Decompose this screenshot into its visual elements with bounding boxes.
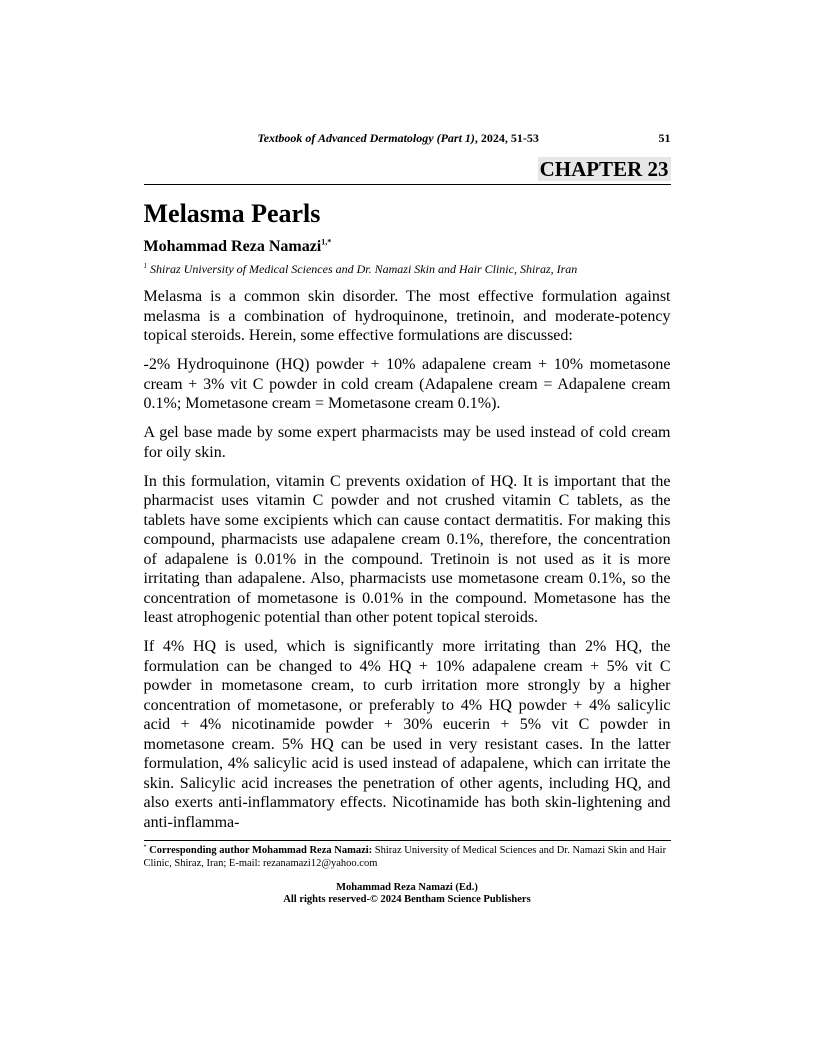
- rights-line: All rights reserved-© 2024 Bentham Science Publishers: [283, 894, 531, 905]
- affiliation: [144, 262, 671, 277]
- page: [144, 0, 671, 926]
- footnote-sup: *: [143, 844, 147, 851]
- footnote-divider: [144, 840, 671, 841]
- footnote: [144, 844, 671, 870]
- chapter-label: CHAPTER 23: [539, 157, 669, 181]
- chapter-row: [144, 157, 671, 184]
- publisher-info: [144, 882, 671, 926]
- paragraph: In this formulation, vitamin C prevents oxidation of HQ. It is important that the pharmacist uses vitamin C powder and not crushed vitamin C tablets, as the tablets have some excipients which can cause contact dermatitis. For making this compound, pharmacists use adapalene cream 0.1%, therefore, the concentration of adapalene is 0.01% in the compound. Tretinoin is not used as it is more irritating than adapalene. Also, pharmacists use mometasone cream 0.1%, so the concentration of mometasone is 0.01% in the compound. Mometasone has the least atrophogenic potential than other potent topical steroids.: [143, 472, 671, 626]
- footnote-label: Corresponding author Mohammad Reza Namazi:: [146, 845, 373, 856]
- year-pages: , 2024, 51-53: [474, 131, 539, 145]
- book-citation: [258, 131, 539, 146]
- author: [144, 237, 671, 256]
- author-name: Mohammad Reza Namazi: [143, 238, 322, 255]
- running-header: [144, 131, 671, 146]
- body-text: [144, 287, 671, 832]
- header-divider: [144, 184, 671, 185]
- affiliation-sup: 1: [143, 262, 147, 270]
- book-title: Textbook of Advanced Dermatology: [257, 131, 434, 145]
- author-sup: 1,*: [321, 237, 332, 247]
- paragraph: A gel base made by some expert pharmacists may be used instead of cold cream for oily skin.: [143, 424, 671, 461]
- paragraph: Melasma is a common skin disorder. The most effective formulation against melasma is a combination of hydroquinone, tretinoin, and moderate-potency topical steroids. Herein, some effective formulations are discussed:: [143, 288, 671, 344]
- paragraph: -2% Hydroquinone (HQ) powder + 10% adapalene cream + 10% mometasone cream + 3% vit C powder in cold cream (Adapalene cream = Adapalene cream 0.1%; Mometasone cream = Mometasone cream 0.1%).: [143, 356, 671, 412]
- paragraph: If 4% HQ is used, which is significantly more irritating than 2% HQ, the formulation can be changed to 4% HQ + 10% adapalene cream + 5% vit C powder in mometasone cream, to curb irritation more strongly by a higher concentration of mometasone, or preferably to 4% HQ powder + 4% salicylic acid + 4% nicotinamide powder + 30% eucerin + 5% vit C powder in mometasone cream. 5% HQ can be used in very resistant cases. In the latter formulation, 4% salicylic acid is used instead of adapalene, which can irritate the skin. Salicylic acid increases the penetration of other agents, including HQ, and also exerts anti-inflammatory effects. Nicotinamide has both skin-lightening and anti-inflamma-: [143, 638, 671, 831]
- footnote-text: Shiraz University of Medical Sciences and Dr. Namazi Skin and Hair Clinic, Shiraz, Iran; E-mail: rezanamazi12@yahoo.com: [143, 845, 667, 869]
- book-part: (Part 1): [433, 131, 475, 145]
- page-number: 51: [658, 131, 671, 145]
- page-title: Melasma Pearls: [143, 199, 321, 228]
- editor-line: Mohammad Reza Namazi (Ed.): [336, 882, 478, 893]
- affiliation-text: Shiraz University of Medical Sciences and Dr. Namazi Skin and Hair Clinic, Shiraz, Iran: [147, 262, 578, 276]
